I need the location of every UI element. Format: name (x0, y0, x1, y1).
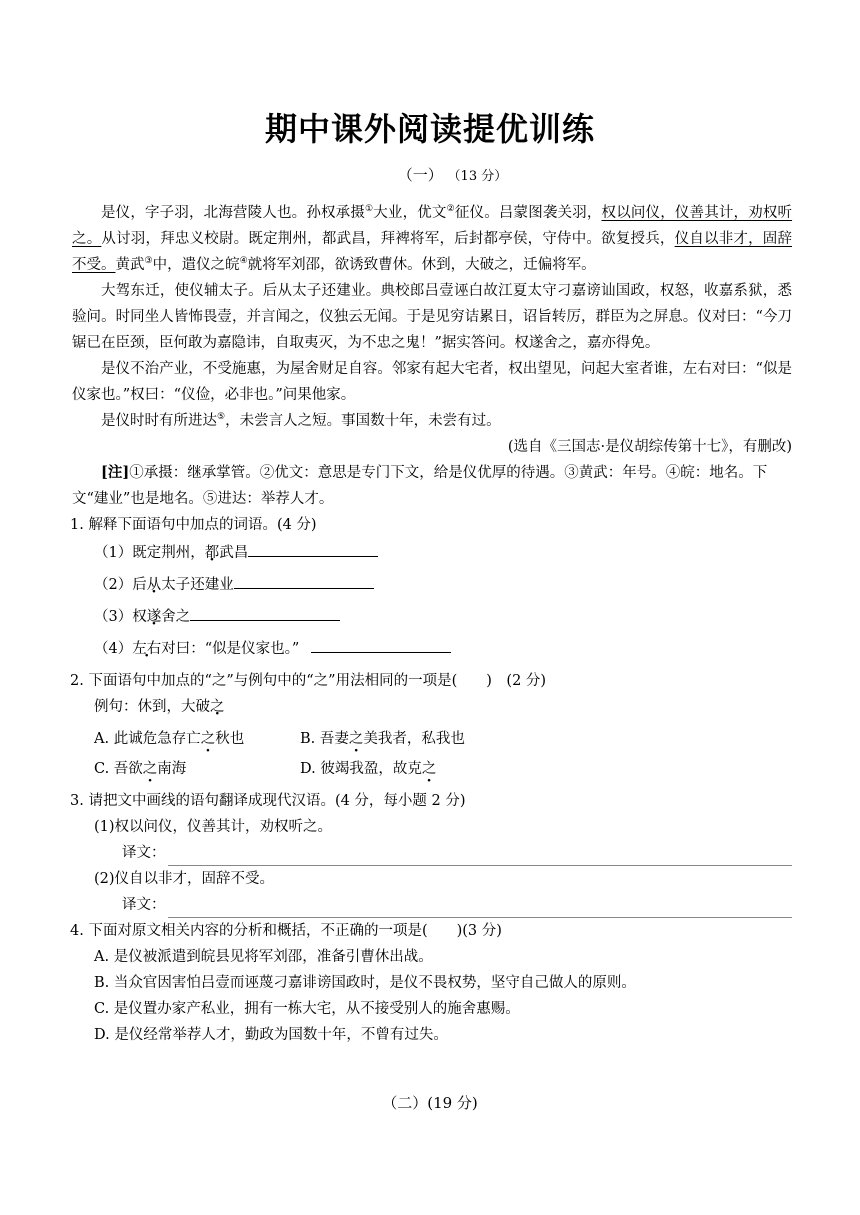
question-3-sentence-2: (2)仪自以非才，固辞不受。 (94, 871, 275, 887)
question-4-option-c[interactable]: C. 是仪置办家产私业，拥有一栋大宅，从不接受别人的施舍惠赐。 (94, 1001, 520, 1017)
answer-blank[interactable] (248, 540, 378, 557)
question-1-item-1: （1）既定荆州，都武昌 (94, 540, 792, 566)
question-2-options-row-1 (94, 726, 792, 752)
question-4-option-d[interactable]: D. 是仪经常举荐人才，勤政为国数十年，不曾有过失。 (94, 1027, 448, 1043)
question-2-stem: 2. 下面语句中加点的“之”与例句中的“之”用法相同的一项是( ) (2 分) (70, 673, 547, 689)
option-c[interactable]: C. 吾欲之南海 (94, 761, 187, 777)
passage-paragraph-1: 是仪，字子羽，北海营陵人也。孙权承摄①大业，优文②征仪。吕蒙图袭关羽，权以问仪，仪善其计，劝权听之。从讨羽，拜忠义校尉。既定荆州，都武昌，拜裨将军，后封都亭侯，守侍中。欲复授兵，仪自以非才，固辞不受。黄武③中，遣仪之皖④就将军刘邵，欲诱致曹休。休到，大破之，迁偏将军。 (72, 204, 793, 273)
translation-label: 译文： (122, 897, 166, 913)
page-title: 期中课外阅读提优训练 (264, 110, 595, 148)
question-1-item-2: （2）后从太子还建业 (94, 572, 792, 598)
question-4-stem: 4. 下面对原文相关内容的分析和概括，不正确的一项是( )(3 分) (70, 923, 502, 939)
translation-label: 译文： (122, 845, 166, 861)
passage-paragraph-2: 大驾东迁，使仪辅太子。后从太子还建业。典校郎吕壹诬白故江夏太守刁嘉谤讪国政，权怒，收嘉系狱，悉验问。时同坐人皆怖畏壹，并言闻之，仪独云无闻。于是见穷诘累日，诏旨转厉，群臣为之屏息。仪对曰：“今刀锯已在臣颈，臣何敢为嘉隐讳，自取夷灭，为不忠之鬼！”据实答问。权遂舍之，嘉亦得免。 (72, 283, 792, 351)
answer-blank[interactable] (311, 636, 451, 653)
translation-row-1 (122, 840, 792, 866)
underlined-sentence-1: 权以问仪，仪善其计，劝权听之。 (72, 205, 793, 247)
question-1-item-3: （3）权遂舍之 (94, 604, 792, 630)
section-heading-1 (0, 164, 860, 185)
question-2-options-row-2 (94, 756, 792, 782)
option-a[interactable]: A. 此诚危急存亡之秋也 (94, 731, 245, 747)
question-1-stem: 1. 解释下面语句中加点的词语。(4 分) (70, 517, 317, 533)
answer-blank[interactable] (190, 604, 340, 621)
question-1-item-4: （4）左右对曰：“似是仪家也。” (94, 636, 792, 662)
translation-answer-line[interactable] (168, 847, 793, 866)
translation-answer-line[interactable] (168, 899, 793, 918)
section-score: （13 分） (447, 169, 508, 184)
answer-blank[interactable] (234, 572, 374, 589)
source-citation: (选自《三国志·是仪胡综传第十七》，有删改) (507, 439, 792, 455)
option-d[interactable]: D. 彼竭我盈，故克之 (300, 761, 437, 777)
question-2-example: 例句：休到，大破之 (94, 699, 225, 715)
underlined-sentence-2: 仪自以非才，固辞不受。 (72, 231, 793, 273)
translation-row-2 (122, 892, 792, 918)
question-4-option-a[interactable]: A. 是仪被派遣到皖县见将军刘邵，准备引曹休出战。 (94, 949, 433, 965)
section-label: （一） (397, 166, 443, 184)
passage-paragraph-4: 是仪时时有所进达⑤，未尝言人之短。事国数十年，未尝有过。 (101, 412, 501, 429)
question-3-sentence-1: (1)权以问仪，仪善其计，劝权听之。 (94, 819, 333, 835)
option-b[interactable]: B. 吾妻之美我者，私我也 (300, 731, 465, 747)
passage (72, 200, 792, 1048)
section-heading-2: （二）(19 分) (382, 1094, 478, 1112)
question-4-option-b[interactable]: B. 当众官因害怕吕壹而诬蔑刁嘉诽谤国政时，是仪不畏权势，坚守自己做人的原则。 (94, 975, 636, 991)
passage-paragraph-3: 是仪不治产业，不受施惠，为屋舍财足自容。邻家有起大宅者，权出望见，问起大室者谁，左右对曰：“似是仪家也。”权曰：“仪俭，必非也。”问果他家。 (72, 361, 792, 403)
annotation-notes: [注]①承摄：继承掌管。②优文：意思是专门下文，给是仪优厚的待遇。③黄武：年号。④皖：地名。下文“建业”也是地名。⑤进达：举荐人才。 (72, 464, 768, 507)
question-3-stem: 3. 请把文中画线的语句翻译成现代汉语。(4 分，每小题 2 分) (70, 793, 466, 809)
